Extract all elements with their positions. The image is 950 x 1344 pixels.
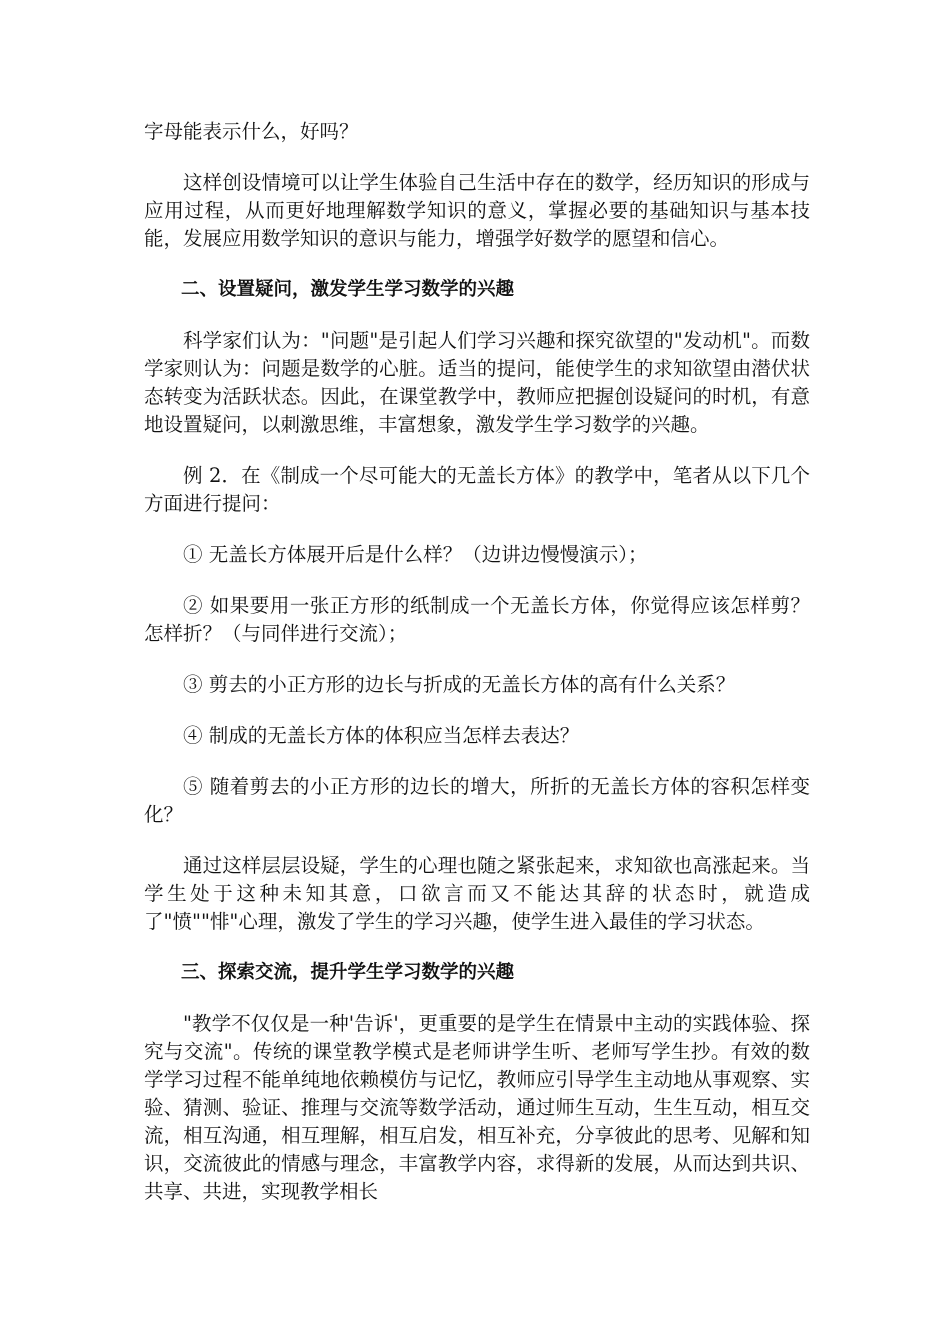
question-item-1: ① 无盖长方体展开后是什么样？（边讲边慢慢演示）；	[183, 543, 648, 566]
paragraph-situation-summary: 这样创设情境可以让学生体验自己生活中存在的数学，经历知识的形成与应用过程，从而更好地理解数学知识的意义，掌握必要的基础知识与基本技能，发展应用数学知识的意识与能力，增强学好数学的愿望和信心。	[144, 171, 810, 250]
question-item-5: ⑤ 随着剪去的小正方形的边长的增大，所折的无盖长方体的容积怎样变化？	[144, 775, 810, 826]
question-item-2: ② 如果要用一张正方形的纸制成一个无盖长方体，你觉得应该怎样剪？怎样折？（与同伴进行交流）；	[144, 594, 810, 645]
paragraph-layered-questions: 通过这样层层设疑，学生的心理也随之紧张起来，求知欲也高涨起来。当学生处于这种未知其意，口欲言而又不能达其辞的状态时，就造成了"愤""悱"心理，激发了学生的学习兴趣，使学生进入最佳的学习状态。	[144, 854, 810, 933]
question-item-3: ③ 剪去的小正方形的边长与折成的无盖长方体的高有什么关系？	[183, 673, 736, 696]
paragraph-example-2: 例 2．在《制成一个尽可能大的无盖长方体》的教学中，笔者从以下几个方面进行提问：	[144, 464, 810, 515]
question-item-4: ④ 制成的无盖长方体的体积应当怎样去表达？	[183, 724, 580, 747]
paragraph-intro-tail: 字母能表示什么，好吗？	[144, 120, 359, 143]
paragraph-exploration-exchange: "教学不仅仅是一种'告诉'，更重要的是学生在情景中主动的实践体验、探究与交流"。传统的课堂教学模式是老师讲学生听、老师写学生抄。有效的数学学习过程不能单纯地依赖模仿与记忆，教师应引导学生主动地从事观察、实验、猜测、验证、推理与交流等数学活动，通过师生互动，生生互动，相互交流，相互沟通，相互理解，相互启发，相互补充，分享彼此的思考、见解和知识，交流彼此的情感与理念，丰富教学内容，求得新的发展，从而达到共识、共享、共进，实现教学相长	[144, 1012, 810, 1203]
section-heading-3: 三、探索交流，提升学生学习数学的兴趣	[181, 962, 515, 983]
paragraph-questions-motivation: 科学家们认为："问题"是引起人们学习兴趣和探究欲望的"发动机"。而数学家则认为：问题是数学的心脏。适当的提问，能使学生的求知欲望由潜伏状态转变为活跃状态。因此，在课堂教学中，教师应把握创设疑问的时机，有意地设置疑问，以刺激思维，丰富想象，激发学生学习数学的兴趣。	[144, 329, 810, 436]
section-heading-2: 二、设置疑问，激发学生学习数学的兴趣	[181, 279, 515, 300]
document-page	[144, 118, 810, 1229]
